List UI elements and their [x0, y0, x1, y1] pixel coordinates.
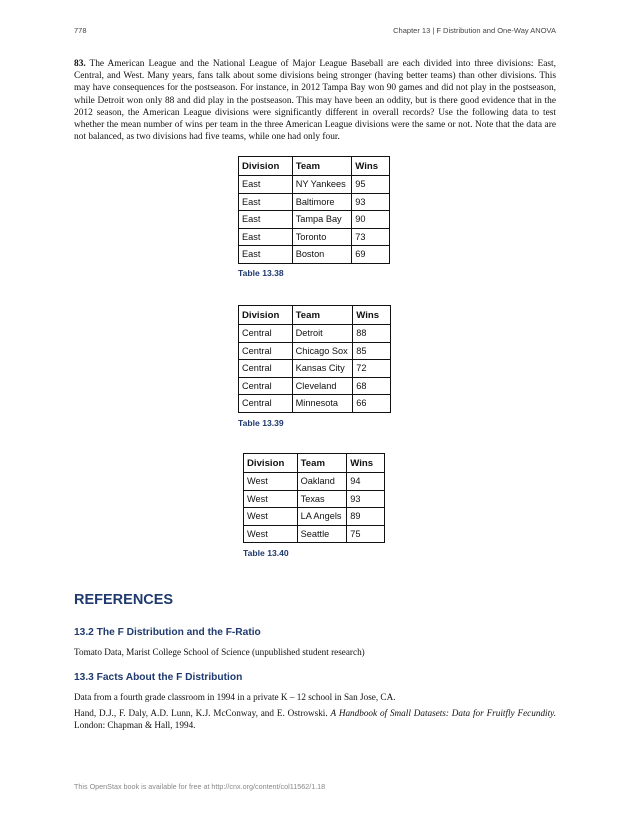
reference-authors: Hand, D.J., F. Daly, A.D. Lunn, K.J. McConway, and E. Ostrowski. [74, 708, 328, 718]
table-caption: Table 13.39 [238, 418, 284, 428]
table-caption: Table 13.38 [238, 268, 284, 278]
cell-wins: 68 [353, 377, 391, 395]
table-row [244, 473, 385, 491]
table-east [238, 156, 390, 264]
table-row [239, 176, 390, 194]
header-team: Team [292, 157, 352, 176]
cell-team: Tampa Bay [292, 211, 352, 229]
table-row [239, 211, 390, 229]
cell-division: West [244, 525, 298, 543]
cell-wins: 75 [347, 525, 385, 543]
reference-entry: Data from a fourth grade classroom in 1994 in a private K – 12 school in San Jose, CA. [74, 692, 396, 702]
table-row [239, 193, 390, 211]
table-west [243, 453, 385, 543]
cell-division: Central [239, 325, 293, 343]
header-wins: Wins [353, 306, 391, 325]
cell-division: East [239, 211, 293, 229]
cell-team: Detroit [292, 325, 353, 343]
cell-team: Kansas City [292, 360, 353, 378]
section-heading-13-3: 13.3 Facts About the F Distribution [74, 672, 243, 683]
page-number: 778 [74, 26, 87, 35]
cell-team: Chicago Sox [292, 342, 353, 360]
cell-division: East [239, 193, 293, 211]
header-division: Division [244, 454, 298, 473]
cell-team: Cleveland [292, 377, 353, 395]
cell-team: Seattle [297, 525, 347, 543]
cell-wins: 85 [353, 342, 391, 360]
header-division: Division [239, 157, 293, 176]
header-team: Team [292, 306, 353, 325]
cell-wins: 89 [347, 508, 385, 526]
table-row [239, 395, 391, 413]
references-heading: REFERENCES [74, 592, 174, 608]
table-row [244, 525, 385, 543]
table-header-row [239, 157, 390, 176]
cell-division: Central [239, 395, 293, 413]
cell-team: Boston [292, 246, 352, 264]
cell-team: Toronto [292, 228, 352, 246]
cell-wins: 69 [352, 246, 390, 264]
footer-link[interactable]: This OpenStax book is available for free at http://cnx.org/content/col11562/1.18 [74, 782, 326, 791]
cell-team: LA Angels [297, 508, 347, 526]
reference-entry [74, 707, 556, 731]
cell-division: West [244, 490, 298, 508]
cell-wins: 93 [352, 193, 390, 211]
cell-wins: 93 [347, 490, 385, 508]
table-row [239, 246, 390, 264]
table-row [239, 360, 391, 378]
cell-division: Central [239, 360, 293, 378]
cell-division: East [239, 228, 293, 246]
problem-83 [74, 58, 556, 143]
cell-division: West [244, 473, 298, 491]
cell-wins: 73 [352, 228, 390, 246]
reference-publisher: London: Chapman & Hall, 1994. [74, 720, 196, 730]
chapter-header: Chapter 13 | F Distribution and One-Way ANOVA [393, 26, 556, 35]
cell-division: Central [239, 377, 293, 395]
header-wins: Wins [352, 157, 390, 176]
cell-wins: 90 [352, 211, 390, 229]
table-central [238, 305, 391, 413]
table-row [244, 508, 385, 526]
cell-team: Minnesota [292, 395, 353, 413]
table-header-row [239, 306, 391, 325]
header-division: Division [239, 306, 293, 325]
cell-wins: 94 [347, 473, 385, 491]
cell-team: NY Yankees [292, 176, 352, 194]
cell-wins: 88 [353, 325, 391, 343]
table-row [239, 342, 391, 360]
cell-division: East [239, 176, 293, 194]
section-heading-13-2: 13.2 The F Distribution and the F-Ratio [74, 627, 261, 638]
table-header-row [244, 454, 385, 473]
reference-entry: Tomato Data, Marist College School of Science (unpublished student research) [74, 647, 365, 657]
cell-division: Central [239, 342, 293, 360]
problem-text: The American League and the National League of Major League Baseball are each divided into three divisions: East, Central, and West. Many years, fans talk about some divisions being stronger (having better teams) than other divisions. This may have consequences for the postseason. For instance, in 2012 Tampa Bay won 90 games and did not play in the postseason, while Detroit won only 88 and did play in the postseason. This may have been an oddity, but is there good evidence that in the 2012 season, the American League divisions were significantly different in overall records? Use the following data to test whether the mean number of wins per team in the three American League divisions were the same or not. Note that the data are not balanced, as two divisions had five teams, while one had only four. [74, 59, 556, 143]
table-row [244, 490, 385, 508]
cell-team: Oakland [297, 473, 347, 491]
table-row [239, 325, 391, 343]
cell-division: West [244, 508, 298, 526]
reference-title: A Handbook of Small Datasets: Data for Fruitfly Fecundity. [330, 708, 557, 718]
header-team: Team [297, 454, 347, 473]
table-row [239, 377, 391, 395]
table-row [239, 228, 390, 246]
cell-wins: 95 [352, 176, 390, 194]
cell-wins: 66 [353, 395, 391, 413]
cell-division: East [239, 246, 293, 264]
header-wins: Wins [347, 454, 385, 473]
problem-number: 83. [74, 59, 86, 69]
cell-team: Texas [297, 490, 347, 508]
cell-team: Baltimore [292, 193, 352, 211]
cell-wins: 72 [353, 360, 391, 378]
table-caption: Table 13.40 [243, 548, 289, 558]
